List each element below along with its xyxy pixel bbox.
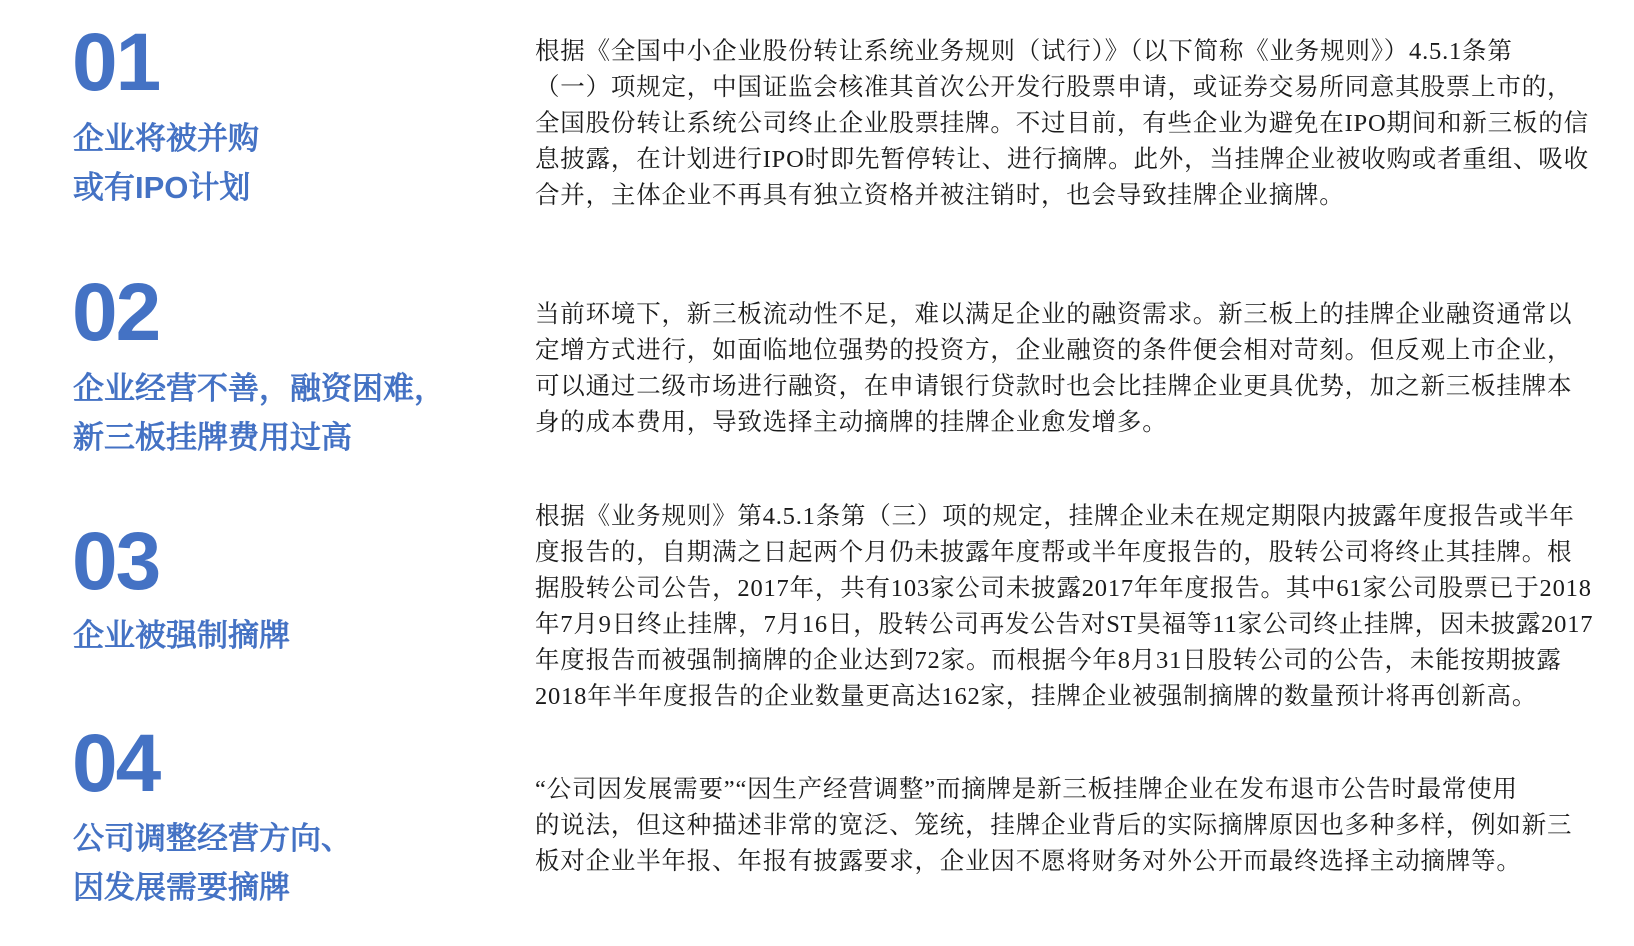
body-text-line: 全国股份转让系统公司终止企业股票挂牌。不过目前，有些企业为避免在IPO期间和新三板的信 [535,110,1589,137]
section-heading-line: 企业经营不善，融资困难， [73,371,445,406]
section-body [535,297,1572,441]
section-heading [73,611,290,660]
body-text-line: 年度报告而被强制摘牌的企业达到72家。而根据今年8月31日股转公司的公告，未能按期披露 [535,647,1562,674]
body-text-line: 可以通过二级市场进行融资，在申请银行贷款时也会比挂牌企业更具优势，加之新三板挂牌本 [535,373,1573,400]
section-number: 02 [72,267,160,358]
body-text-line: 的说法，但这种描述非常的宽泛、笼统，挂牌企业背后的实际摘牌原因也多种多样，例如新三 [535,812,1573,839]
body-text-line: 据股转公司公告，2017年，共有103家公司未披露2017年年度报告。其中61家公司股票已于2018 [535,575,1592,602]
body-text-line: 当前环境下，新三板流动性不足，难以满足企业的融资需求。新三板上的挂牌企业融资通常以 [535,301,1573,328]
section-heading [73,364,445,462]
body-text-line: 定增方式进行，如面临地位强势的投资方，企业融资的条件便会相对苛刻。但反观上市企业， [535,337,1573,364]
body-text-line: 根据《业务规则》第4.5.1条第（三）项的规定，挂牌企业未在规定期限内披露年度报告或半年 [535,503,1575,530]
section-heading-line: 公司调整经营方向、 [73,821,352,856]
section-heading [73,114,259,212]
body-text-line: 根据《全国中小企业股份转让系统业务规则（试行）》（以下简称《业务规则》）4.5.1条第 [535,38,1513,65]
body-text-line: 板对企业半年报、年报有披露要求，企业因不愿将财务对外公开而最终选择主动摘牌等。 [535,848,1522,875]
body-text-line: 身的成本费用，导致选择主动摘牌的挂牌企业愈发增多。 [535,409,1168,436]
section-body [535,772,1572,880]
body-text-line: 息披露，在计划进行IPO时即先暂停转让、进行摘牌。此外，当挂牌企业被收购或者重组、吸收 [535,146,1589,173]
section-number: 03 [72,516,160,607]
section-number: 04 [72,718,160,809]
section-body [535,499,1593,715]
body-text-line: 2018年半年度报告的企业数量更高达162家，挂牌企业被强制摘牌的数量预计将再创新高。 [535,683,1538,710]
section-heading-line: 企业将被并购 [73,121,259,156]
section-heading-line: 新三板挂牌费用过高 [73,420,352,455]
body-text-line: 度报告的，自期满之日起两个月仍未披露年度帮或半年度报告的，股转公司将终止其挂牌。根 [535,539,1573,566]
section-heading-line: 或有IPO计划 [73,170,251,205]
section-body [535,34,1589,214]
section-heading [73,814,352,912]
section-number: 01 [72,17,160,108]
body-text-line: “公司因发展需要”“因生产经营调整”而摘牌是新三板挂牌企业在发布退市公告时最常使用 [535,776,1518,803]
section-heading-line: 企业被强制摘牌 [73,618,290,653]
body-text-line: 年7月9日终止挂牌，7月16日，股转公司再发公告对ST昊福等11家公司终止挂牌，因未披露2017 [535,611,1594,638]
section-heading-line: 因发展需要摘牌 [73,870,290,905]
body-text-line: （一）项规定，中国证监会核准其首次公开发行股票申请，或证券交易所同意其股票上市的， [535,74,1573,101]
body-text-line: 合并，主体企业不再具有独立资格并被注销时，也会导致挂牌企业摘牌。 [535,182,1345,209]
